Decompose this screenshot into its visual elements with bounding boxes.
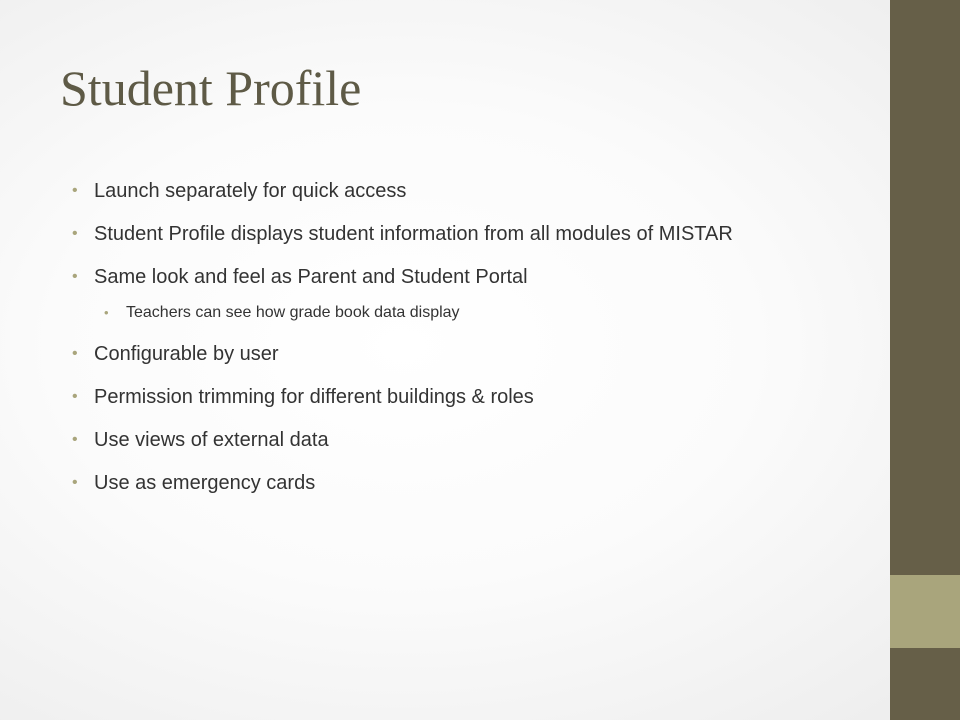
bullet-item: • Launch separately for quick access	[72, 176, 832, 207]
bullet-item: • Use views of external data	[72, 425, 832, 456]
bullet-item: • Permission trimming for different buildings & roles	[72, 382, 832, 413]
bullet-list	[72, 176, 832, 511]
sub-bullet-item: • Teachers can see how grade book data display	[104, 301, 832, 325]
bullet-item: • Same look and feel as Parent and Student Portal	[72, 262, 832, 293]
slide-title: Student Profile	[60, 60, 362, 116]
bullet-item: • Configurable by user	[72, 339, 832, 370]
bullet-item: • Use as emergency cards	[72, 468, 832, 499]
bullet-item: • Student Profile displays student information from all modules of MISTAR	[72, 219, 832, 250]
side-band-accent-decoration	[890, 575, 960, 648]
